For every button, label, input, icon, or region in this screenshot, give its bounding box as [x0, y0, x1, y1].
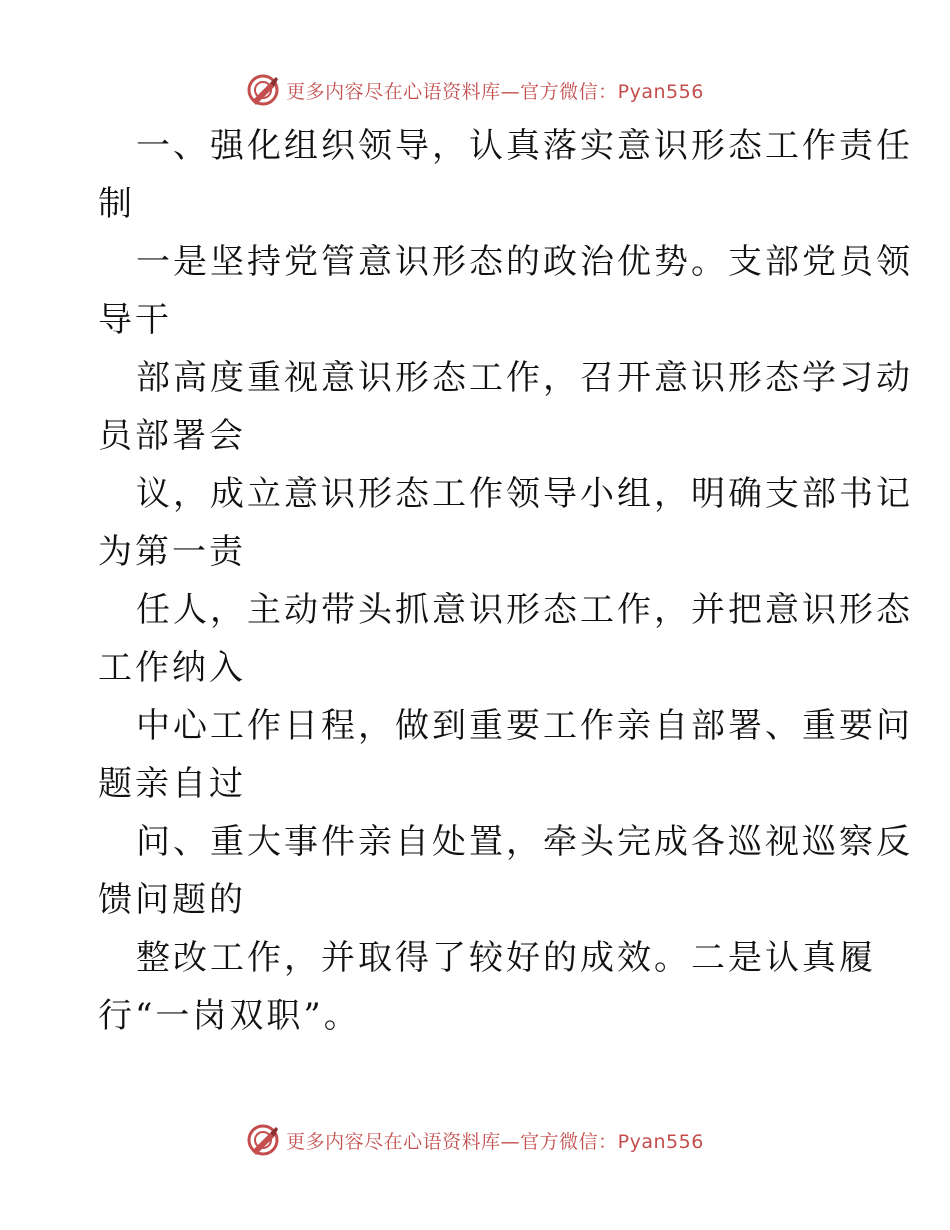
paragraph-line: 馈问题的 [98, 880, 246, 920]
document-body [98, 117, 913, 1045]
paragraph-line: 任人，主动带头抓意识形态工作，并把意识形态 [136, 590, 913, 630]
header-banner-text: 更多内容尽在心语资料库—官方微信：Pyan556 [286, 80, 704, 103]
paragraph-line: 整改工作，并取得了较好的成效。二是认真履 [136, 938, 876, 978]
paragraph-line: 部高度重视意识形态工作，召开意识形态学习动 [136, 358, 913, 398]
paragraph-line: 题亲自过 [98, 764, 246, 804]
footer-banner [0, 1120, 950, 1160]
pen-logo-icon [246, 73, 280, 107]
pen-logo-icon [246, 1123, 280, 1157]
paragraph-line: 制 [98, 184, 135, 224]
paragraph-line: 为第一责 [98, 532, 246, 572]
footer-banner-text: 更多内容尽在心语资料库—官方微信：Pyan556 [286, 1130, 704, 1153]
footer-banner-content [246, 1123, 704, 1157]
header-banner [0, 70, 950, 110]
paragraph-line: 导干 [98, 300, 172, 340]
paragraph-line: 问、重大事件亲自处置，牵头完成各巡视巡察反 [136, 822, 913, 862]
paragraph-line: 一、强化组织领导，认真落实意识形态工作责任 [136, 126, 913, 166]
paragraph-line: 员部署会 [98, 416, 246, 456]
paragraph-line: 一是坚持党管意识形态的政治优势。支部党员领 [136, 242, 913, 282]
paragraph-line: 中心工作日程，做到重要工作亲自部署、重要问 [136, 706, 913, 746]
paragraph-line: 工作纳入 [98, 648, 246, 688]
paragraph-line: 行“一岗双职”。 [98, 996, 361, 1036]
header-banner-content [246, 73, 704, 107]
paragraph-line: 议，成立意识形态工作领导小组，明确支部书记 [136, 474, 913, 514]
